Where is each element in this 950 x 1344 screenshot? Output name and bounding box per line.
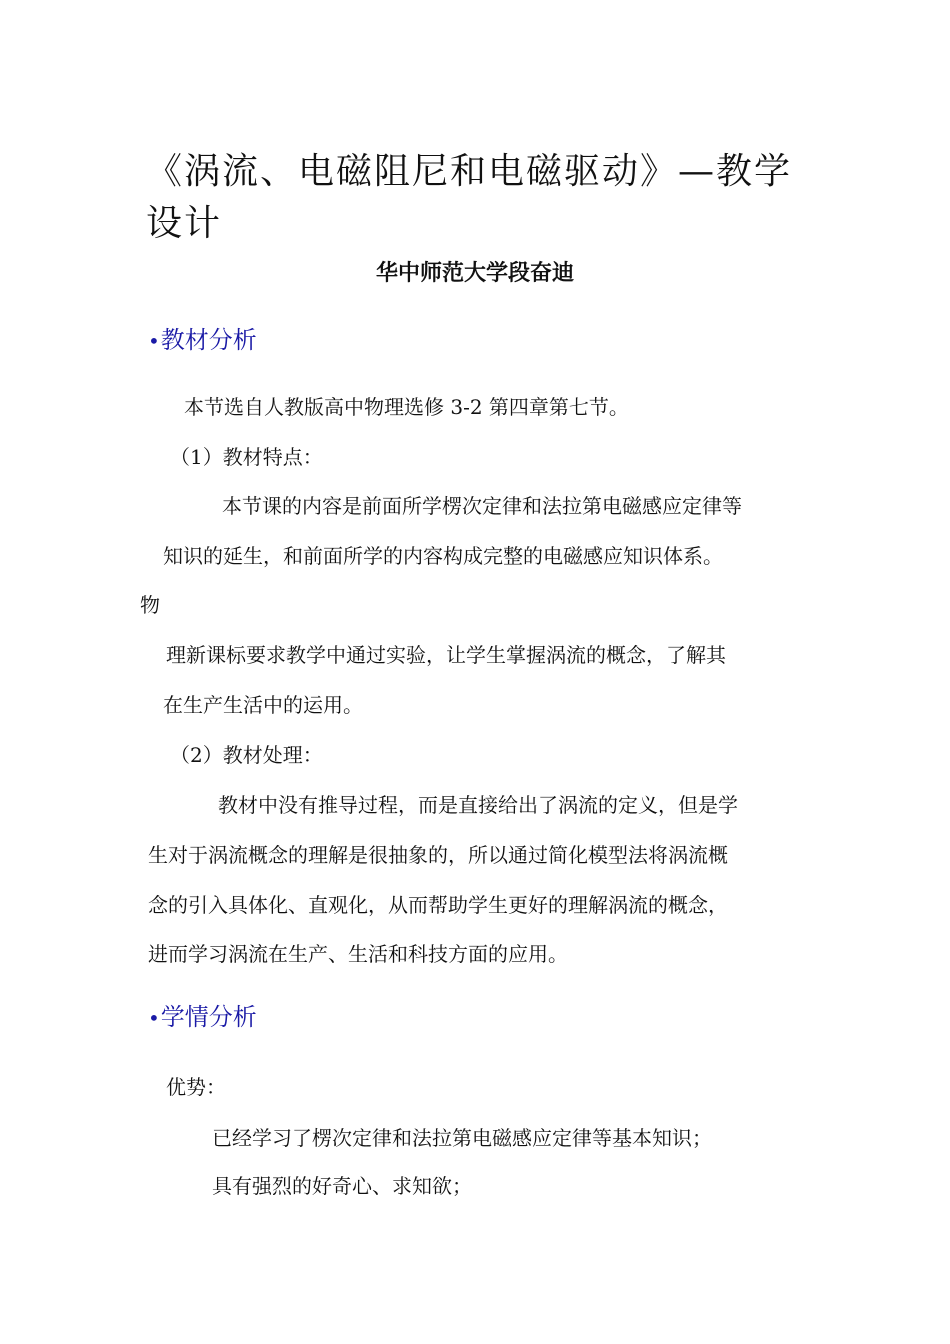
author-name: 华中师范大学段奋迪: [375, 261, 574, 286]
paragraph-line: 在生产生活中的运用。: [163, 693, 363, 717]
paragraph-line: 本节选自人教版高中物理选修 3-2 第四章第七节。: [184, 395, 629, 419]
paragraph-line: 本节课的内容是前面所学楞次定律和法拉第电磁感应定律等: [222, 494, 742, 518]
paragraph-line: 物: [140, 593, 160, 617]
section-heading-label: 学情分析: [160, 1003, 257, 1031]
paragraph-line: 进而学习涡流在生产、生活和科技方面的应用。: [148, 942, 568, 966]
section-heading-label: 教材分析: [160, 326, 257, 354]
document-title: 《涡流、电磁阻尼和电磁驱动》—教学设计: [146, 151, 793, 244]
paragraph-line: 教材中没有推导过程，而是直接给出了涡流的定义，但是学: [218, 793, 738, 817]
subheading-line: （1）教材特点：: [170, 445, 323, 469]
document-author: [0, 256, 950, 287]
bullet-icon: •: [148, 329, 160, 353]
section-heading-textbook-analysis: [148, 320, 257, 355]
bullet-icon: •: [148, 1006, 160, 1030]
paragraph-line: 念的引入具体化、直观化，从而帮助学生更好的理解涡流的概念，: [148, 893, 728, 917]
subheading-line: 优势：: [166, 1075, 226, 1099]
section-heading-student-analysis: [148, 997, 257, 1032]
paragraph-line: 具有强烈的好奇心、求知欲；: [212, 1174, 472, 1198]
paragraph-line: 已经学习了楞次定律和法拉第电磁感应定律等基本知识；: [212, 1126, 712, 1150]
paragraph-line: 生对于涡流概念的理解是很抽象的，所以通过简化模型法将涡流概: [148, 843, 728, 867]
paragraph-line: 理新课标要求教学中通过实验，让学生掌握涡流的概念，了解其: [166, 643, 726, 667]
paragraph-line: 知识的延生，和前面所学的内容构成完整的电磁感应知识体系。: [163, 544, 723, 568]
subheading-line: （2）教材处理：: [170, 743, 323, 767]
